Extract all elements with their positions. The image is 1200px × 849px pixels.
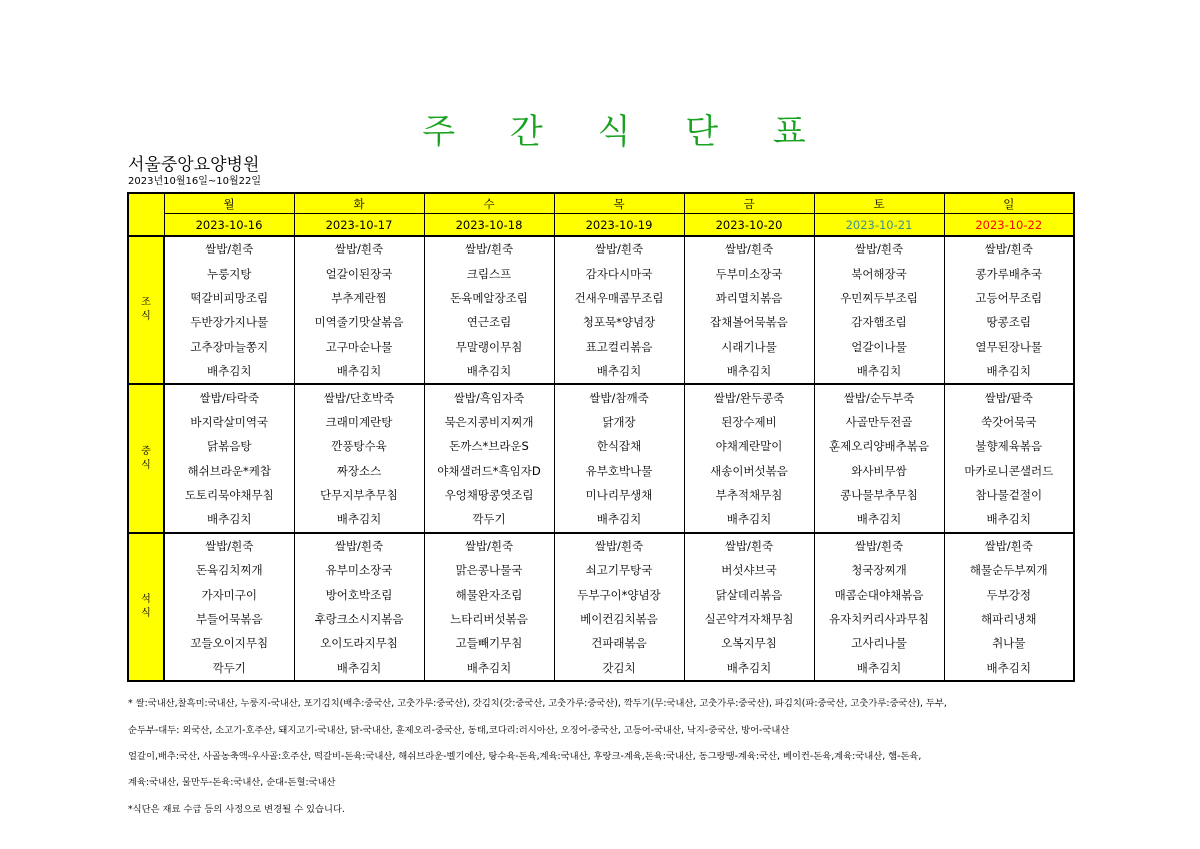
day-header: 일 (944, 193, 1074, 214)
menu-cell: 쌀밥/흰죽 (424, 236, 554, 261)
menu-cell: 고사리나물 (814, 631, 944, 655)
menu-cell: 고구마순나물 (294, 335, 424, 359)
menu-cell: 북어해장국 (814, 261, 944, 285)
menu-cell: 해파리냉채 (944, 607, 1074, 631)
date-header: 2023-10-17 (294, 214, 424, 237)
menu-cell: 훈제오리양배추볶음 (814, 434, 944, 458)
menu-cell: 배추김치 (424, 656, 554, 681)
menu-cell: 시래기나물 (684, 335, 814, 359)
menu-cell: 꽈리멸치볶음 (684, 286, 814, 310)
date-header: 2023-10-18 (424, 214, 554, 237)
menu-cell: 청포묵*양념장 (554, 310, 684, 334)
note-line: *식단은 재료 수급 등의 사정으로 변경될 수 있습니다. (128, 803, 345, 815)
hospital-name: 서울중앙요양병원 (128, 155, 260, 175)
note-line: 계육:국내산, 물만두-돈육:국내산, 순대-돈혈:국내산 (128, 777, 336, 789)
menu-cell: 얼갈이된장국 (294, 261, 424, 285)
menu-cell: 유부호박나물 (554, 459, 684, 483)
menu-cell: 배추김치 (294, 656, 424, 681)
date-header: 2023-10-20 (684, 214, 814, 237)
menu-cell: 쌀밥/흑임자죽 (424, 384, 554, 409)
menu-cell: 매콤순대야채볶음 (814, 582, 944, 606)
menu-row (128, 607, 1074, 631)
menu-cell: 단무지부추무침 (294, 483, 424, 507)
menu-cell: 느타리버섯볶음 (424, 607, 554, 631)
header-corner (128, 214, 164, 237)
menu-cell: 쌀밥/흰죽 (554, 533, 684, 558)
menu-cell: 야채계란말이 (684, 434, 814, 458)
menu-cell: 쑥갓어묵국 (944, 410, 1074, 434)
menu-cell: 감자햄조림 (814, 310, 944, 334)
menu-cell: 무말랭이무침 (424, 335, 554, 359)
menu-cell: 배추김치 (424, 359, 554, 384)
menu-row (128, 507, 1074, 532)
menu-cell: 갓김치 (554, 656, 684, 681)
menu-cell: 맑은콩나물국 (424, 558, 554, 582)
day-header: 금 (684, 193, 814, 214)
day-header-row (128, 193, 1074, 214)
menu-cell: 배추김치 (294, 507, 424, 532)
menu-cell: 미역줄기맛살볶음 (294, 310, 424, 334)
origin-notes (128, 684, 1078, 829)
menu-row (128, 459, 1074, 483)
menu-cell: 짜장소스 (294, 459, 424, 483)
menu-cell: 베이컨김치볶음 (554, 607, 684, 631)
menu-cell: 배추김치 (944, 656, 1074, 681)
day-header: 월 (164, 193, 294, 214)
menu-row (128, 483, 1074, 507)
menu-cell: 배추김치 (684, 656, 814, 681)
menu-cell: 바지락살미역국 (164, 410, 294, 434)
menu-cell: 유부미소장국 (294, 558, 424, 582)
menu-cell: 배추김치 (684, 507, 814, 532)
menu-cell: 후랑크소시지볶음 (294, 607, 424, 631)
menu-cell: 실곤약겨자채무침 (684, 607, 814, 631)
menu-cell: 배추김치 (294, 359, 424, 384)
menu-cell: 크림스프 (424, 261, 554, 285)
menu-cell: 건파래볶음 (554, 631, 684, 655)
menu-cell: 오이도라지무침 (294, 631, 424, 655)
day-header: 수 (424, 193, 554, 214)
menu-cell: 깐풍탕수육 (294, 434, 424, 458)
menu-cell: 해물순두부찌개 (944, 558, 1074, 582)
menu-cell: 참나물겉절이 (944, 483, 1074, 507)
menu-cell: 고들빼기무침 (424, 631, 554, 655)
menu-cell: 두부강정 (944, 582, 1074, 606)
menu-row (128, 359, 1074, 384)
menu-cell: 배추김치 (164, 507, 294, 532)
menu-cell: 쌀밥/흰죽 (294, 236, 424, 261)
menu-cell: 우민찌두부조림 (814, 286, 944, 310)
menu-cell: 닭볶음탕 (164, 434, 294, 458)
menu-cell: 쌀밥/흰죽 (164, 236, 294, 261)
menu-cell: 배추김치 (554, 359, 684, 384)
menu-cell: 잡채볼어묵볶음 (684, 310, 814, 334)
menu-cell: 불향제육볶음 (944, 434, 1074, 458)
menu-cell: 쌀밥/흰죽 (944, 236, 1074, 261)
menu-cell: 돈육김치찌개 (164, 558, 294, 582)
menu-cell: 쌀밥/참깨죽 (554, 384, 684, 409)
menu-cell: 버섯샤브국 (684, 558, 814, 582)
menu-cell: 야채샐러드*흑임자D (424, 459, 554, 483)
menu-cell: 건새우매콤무조림 (554, 286, 684, 310)
menu-cell: 배추김치 (814, 656, 944, 681)
menu-cell: 닭살데리볶음 (684, 582, 814, 606)
menu-row (128, 582, 1074, 606)
date-header: 2023-10-22 (944, 214, 1074, 237)
menu-row (128, 335, 1074, 359)
menu-row (128, 384, 1074, 409)
menu-cell: 와사비무쌈 (814, 459, 944, 483)
menu-cell: 쌀밥/순두부죽 (814, 384, 944, 409)
menu-row (128, 410, 1074, 434)
menu-cell: 돈육메알장조림 (424, 286, 554, 310)
menu-cell: 콩가루배추국 (944, 261, 1074, 285)
menu-cell: 깍두기 (424, 507, 554, 532)
menu-cell: 부들어묵볶음 (164, 607, 294, 631)
menu-row (128, 286, 1074, 310)
page-title: 주 간 식 단 표 (422, 112, 828, 152)
menu-cell: 표고컬리볶음 (554, 335, 684, 359)
menu-row (128, 261, 1074, 285)
menu-cell: 해쉬브라운*케찹 (164, 459, 294, 483)
menu-cell: 배추김치 (684, 359, 814, 384)
meal-label: 석 식 (128, 533, 164, 681)
day-header: 목 (554, 193, 684, 214)
day-header: 화 (294, 193, 424, 214)
menu-cell: 해물완자조림 (424, 582, 554, 606)
date-header: 2023-10-21 (814, 214, 944, 237)
menu-cell: 가자미구이 (164, 582, 294, 606)
menu-row (128, 434, 1074, 458)
menu-cell: 깍두기 (164, 656, 294, 681)
menu-cell: 새송이버섯볶음 (684, 459, 814, 483)
menu-cell: 쌀밥/흰죽 (814, 533, 944, 558)
menu-cell: 부추계란찜 (294, 286, 424, 310)
menu-row (128, 310, 1074, 334)
menu-cell: 쌀밥/팥죽 (944, 384, 1074, 409)
meal-label: 중 식 (128, 384, 164, 532)
weekly-menu-table (127, 192, 1075, 682)
menu-cell: 열무된장나물 (944, 335, 1074, 359)
menu-cell: 연근조림 (424, 310, 554, 334)
menu-cell: 쌀밥/단호박죽 (294, 384, 424, 409)
menu-cell: 쌀밥/흰죽 (684, 236, 814, 261)
menu-cell: 돈까스*브라운S (424, 434, 554, 458)
menu-row (128, 558, 1074, 582)
menu-cell: 묵은지콩비지찌개 (424, 410, 554, 434)
menu-cell: 한식잡채 (554, 434, 684, 458)
menu-cell: 배추김치 (944, 507, 1074, 532)
menu-cell: 취나물 (944, 631, 1074, 655)
menu-cell: 떡갈비피망조림 (164, 286, 294, 310)
menu-cell: 크래미계란탕 (294, 410, 424, 434)
menu-cell: 도토리묵야채무침 (164, 483, 294, 507)
header-corner (128, 193, 164, 214)
date-header-row (128, 214, 1074, 237)
menu-cell: 쌀밥/흰죽 (424, 533, 554, 558)
menu-cell: 콩나물부추무침 (814, 483, 944, 507)
menu-cell: 고추장마늘쫑지 (164, 335, 294, 359)
menu-cell: 쌀밥/흰죽 (294, 533, 424, 558)
menu-cell: 마카로니콘샐러드 (944, 459, 1074, 483)
menu-cell: 배추김치 (944, 359, 1074, 384)
menu-cell: 고등어무조림 (944, 286, 1074, 310)
menu-cell: 땅콩조림 (944, 310, 1074, 334)
note-line: 순두부-대두: 외국산, 소고기-호주산, 돼지고기-국내산, 닭-국내산, 훈제오리-중국산, 동태,코다리:러시아산, 오징어-중국산, 고등어-국내산, 낙지-중국산, 방어-국내산 (128, 724, 790, 736)
menu-cell: 쌀밥/흰죽 (164, 533, 294, 558)
menu-cell: 부추적채무침 (684, 483, 814, 507)
menu-row (128, 631, 1074, 655)
menu-cell: 방어호박조림 (294, 582, 424, 606)
menu-cell: 배추김치 (164, 359, 294, 384)
menu-cell: 오복지무침 (684, 631, 814, 655)
menu-cell: 쌀밥/흰죽 (554, 236, 684, 261)
menu-cell: 꼬들오이지무침 (164, 631, 294, 655)
menu-cell: 배추김치 (814, 359, 944, 384)
menu-cell: 두반장가지나물 (164, 310, 294, 334)
menu-cell: 유자치커리사과무침 (814, 607, 944, 631)
menu-cell: 우엉채땅콩엿조림 (424, 483, 554, 507)
menu-cell: 쌀밥/흰죽 (944, 533, 1074, 558)
menu-cell: 쌀밥/흰죽 (684, 533, 814, 558)
menu-cell: 사골만두전골 (814, 410, 944, 434)
menu-cell: 쇠고기무탕국 (554, 558, 684, 582)
menu-cell: 감자다시마국 (554, 261, 684, 285)
menu-cell: 누룽지탕 (164, 261, 294, 285)
menu-cell: 쌀밥/완두콩죽 (684, 384, 814, 409)
meal-label: 조 식 (128, 236, 164, 384)
menu-row (128, 656, 1074, 681)
menu-cell: 청국장찌개 (814, 558, 944, 582)
menu-cell: 배추김치 (554, 507, 684, 532)
menu-cell: 미나리무생채 (554, 483, 684, 507)
menu-row (128, 236, 1074, 261)
date-range: 2023년10월16일~10월22일 (128, 176, 262, 187)
note-line: 얼갈이,배추:국산, 사골농축액-우사골:호주산, 떡갈비-돈육:국내산, 해쉬브라운-벨기에산, 탕수육-돈육,계육:국내산, 후랑크-계육,돈육:국내산, 동그랑땡-계육:국산, 베이컨-돈육,계육:국내산, 햄-돈육, (128, 751, 922, 763)
menu-cell: 쌀밥/흰죽 (814, 236, 944, 261)
menu-cell: 두부미소장국 (684, 261, 814, 285)
menu-row (128, 533, 1074, 558)
menu-cell: 쌀밥/타락죽 (164, 384, 294, 409)
day-header: 토 (814, 193, 944, 214)
date-header: 2023-10-16 (164, 214, 294, 237)
menu-cell: 얼갈이나물 (814, 335, 944, 359)
note-line: * 쌀:국내산,찰흑미:국내산, 누룽지-국내산, 포기김치(배추:중국산, 고춧가루:중국산), 갓김치(갓:중국산, 고춧가루:중국산), 깍두기(무:국내산, 고춧가루:중국산), 파김치(파:중국산, 고춧가루:중국산), 두부, (128, 698, 947, 710)
menu-cell: 두부구이*양념장 (554, 582, 684, 606)
menu-cell: 닭개장 (554, 410, 684, 434)
date-header: 2023-10-19 (554, 214, 684, 237)
menu-cell: 배추김치 (814, 507, 944, 532)
menu-cell: 된장수제비 (684, 410, 814, 434)
